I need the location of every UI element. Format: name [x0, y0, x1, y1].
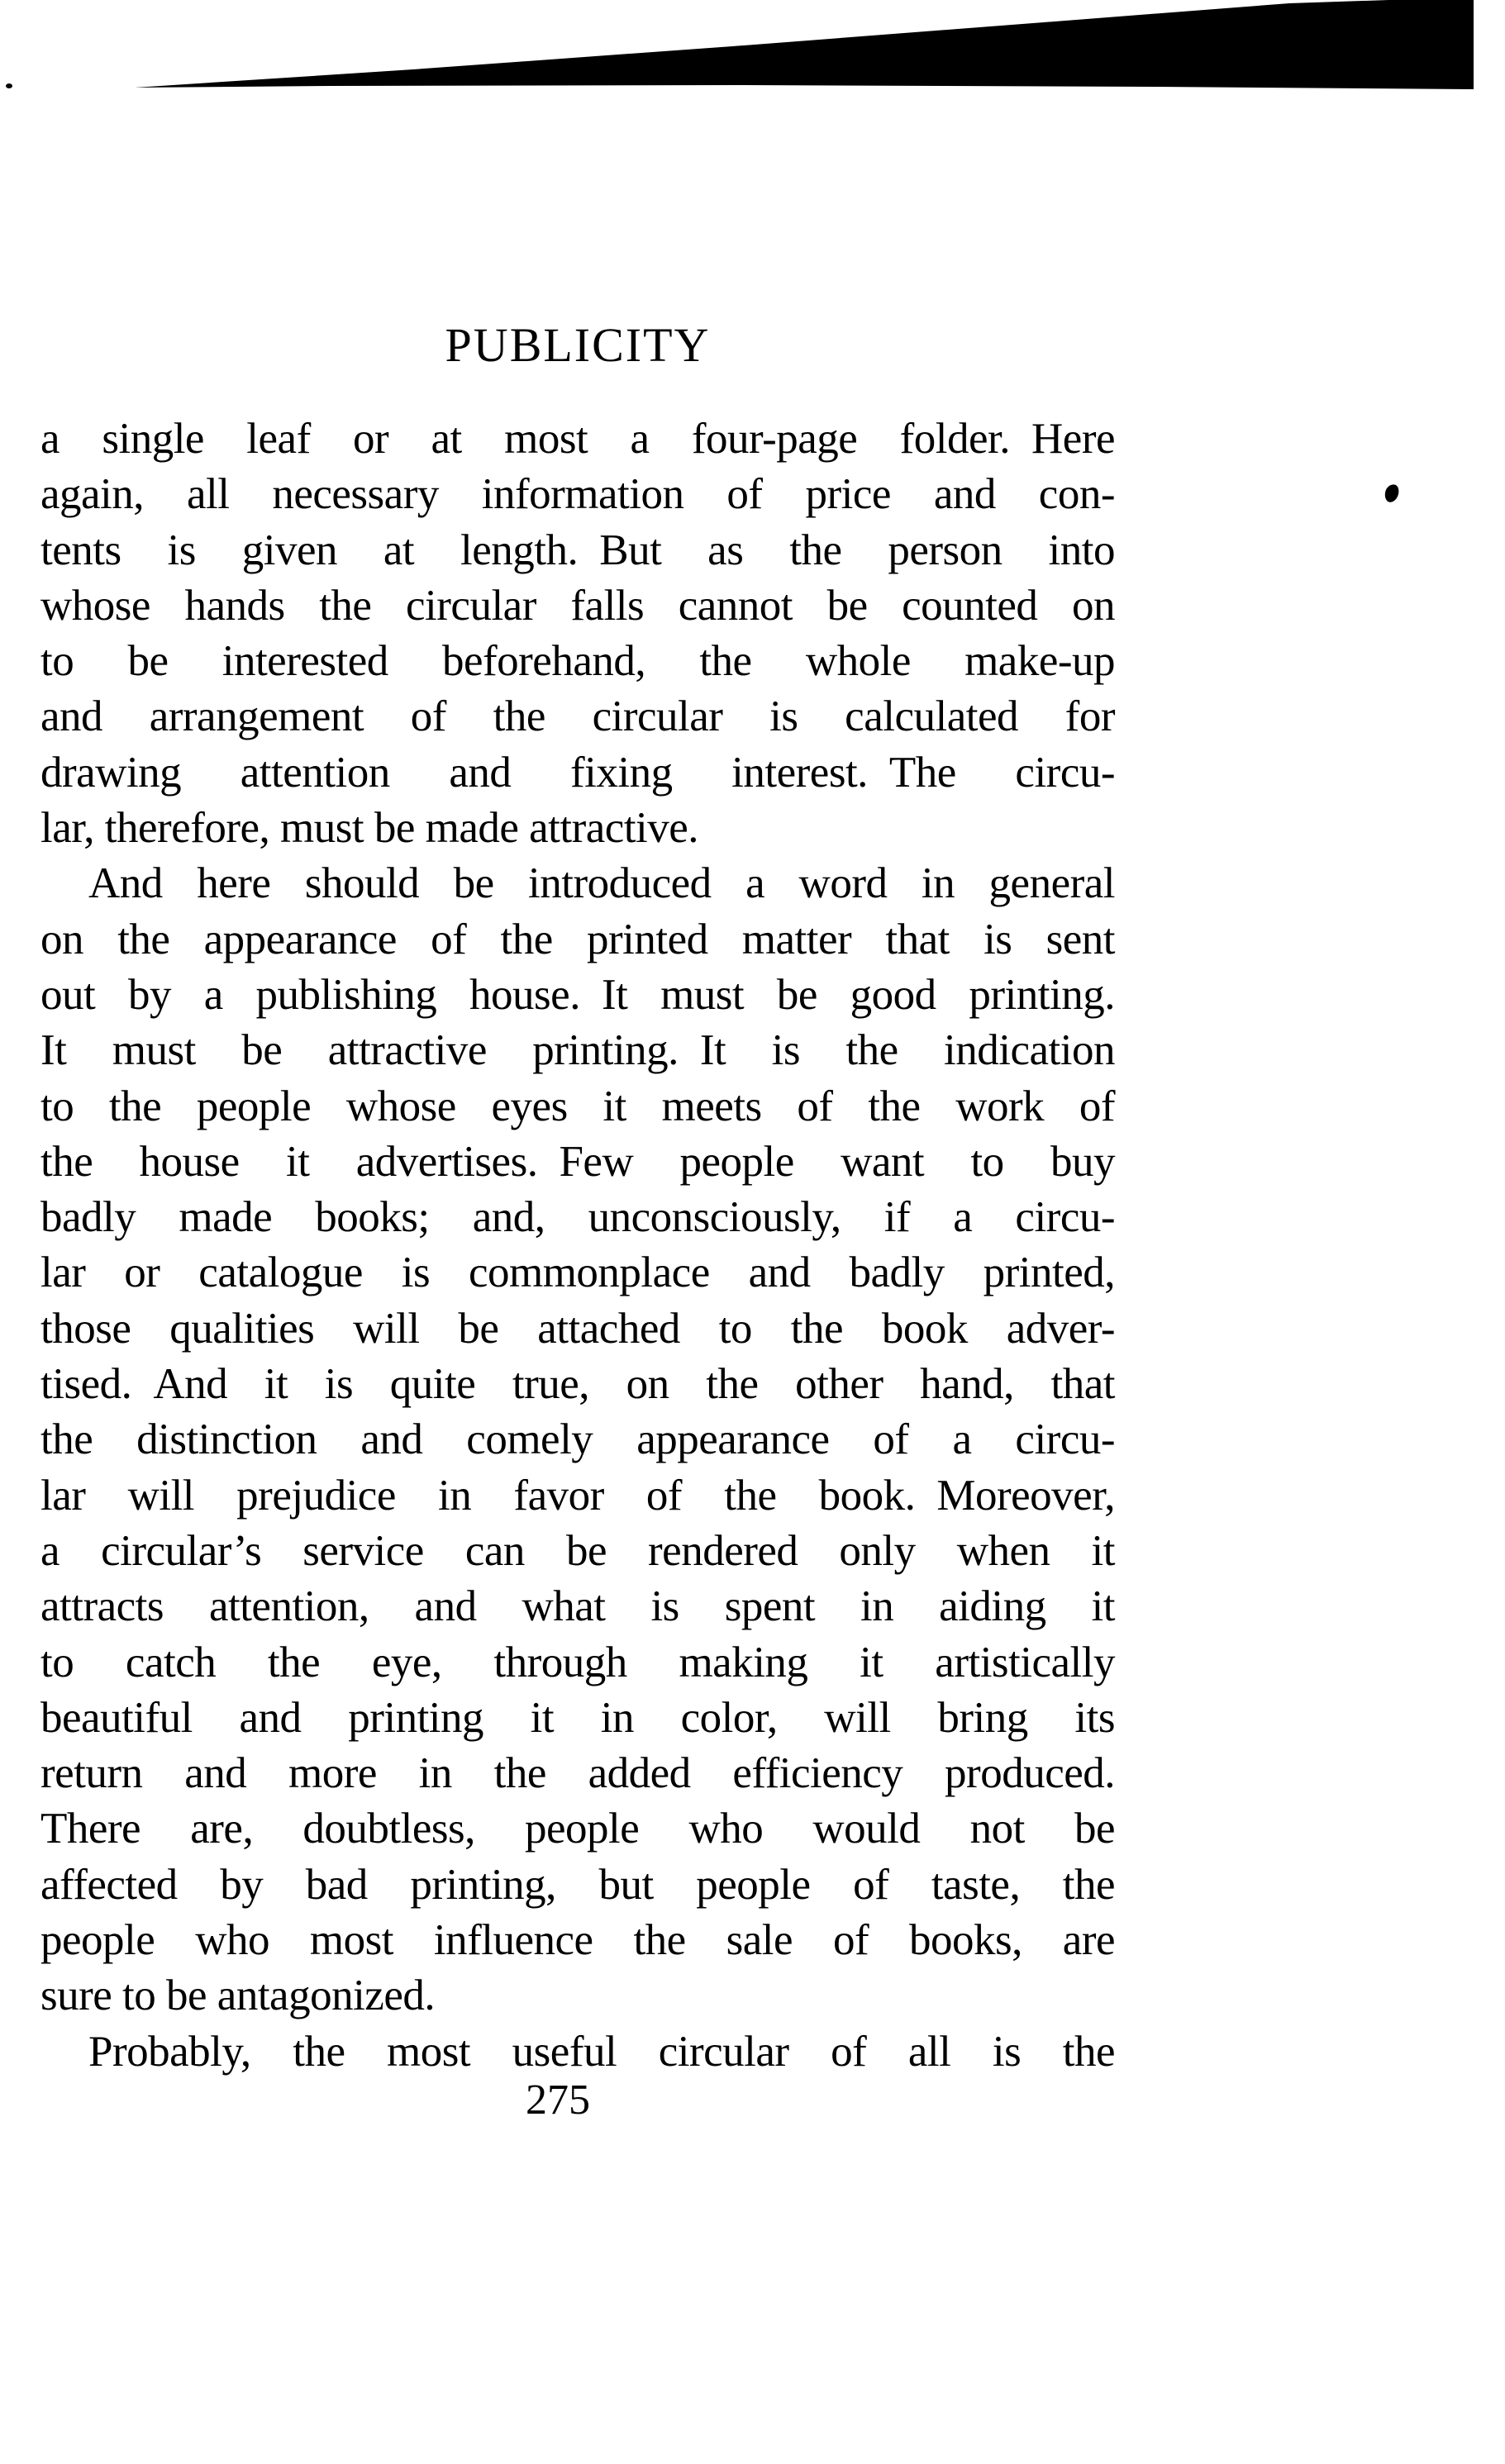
text-line: And here should be introduced a word in general: [88, 859, 1115, 908]
text-line: sure to be antagonized.: [40, 1972, 436, 2020]
text-line: attracts attention, and what is spent in aiding it: [40, 1582, 1115, 1631]
text-line: Probably, the most useful circular of all is the: [88, 2027, 1115, 2076]
text-line: lar or catalogue is commonplace and badly printed,: [40, 1249, 1115, 1297]
text-line: the distinction and comely appearance of a circu-: [40, 1415, 1115, 1464]
text-line: whose hands the circular falls cannot be counted on: [40, 581, 1115, 630]
text-line: badly made books; and, unconsciously, if a circu-: [40, 1193, 1115, 1242]
ink-blot: [1384, 483, 1400, 504]
text-line: those qualities will be attached to the book adver-: [40, 1304, 1115, 1353]
body-text: [40, 411, 1115, 2080]
text-line: affected by bad printing, but people of taste, the: [40, 1860, 1115, 1909]
page-number: 275: [526, 2076, 590, 2124]
text-line: to the people whose eyes it meets of the work of: [40, 1082, 1115, 1130]
text-line: the house it advertises. Few people want to buy: [40, 1137, 1115, 1186]
text-line: out by a publishing house. It must be good printing.: [40, 970, 1115, 1019]
text-line: return and more in the added efficiency produced.: [40, 1749, 1115, 1798]
text-line: on the appearance of the printed matter that is sent: [40, 915, 1115, 963]
text-line: beautiful and printing it in color, will bring its: [40, 1693, 1115, 1742]
text-line: It must be attractive printing. It is the indication: [40, 1026, 1115, 1075]
text-line: again, all necessary information of price and con-: [40, 470, 1115, 519]
text-line: tents is given at length. But as the person into: [40, 526, 1115, 574]
page-title: PUBLICITY: [445, 318, 711, 372]
text-line: to catch the eye, through making it artistically: [40, 1638, 1115, 1686]
text-line: and arrangement of the circular is calculated for: [40, 692, 1115, 741]
text-line: tised. And it is quite true, on the other hand, that: [40, 1360, 1115, 1409]
text-line: a single leaf or at most a four-page folder. Here: [40, 415, 1115, 463]
text-line: people who most influence the sale of books, are: [40, 1916, 1115, 1965]
text-line: to be interested beforehand, the whole make-up: [40, 637, 1115, 686]
text-line: a circular’s service can be rendered only when it: [40, 1526, 1115, 1575]
text-line: lar will prejudice in favor of the book. Moreover,: [40, 1471, 1115, 1520]
scan-edge-bar: [0, 0, 1505, 107]
text-line: drawing attention and fixing interest. The circu-: [40, 748, 1115, 797]
text-line: lar, therefore, must be made attractive.: [40, 804, 699, 853]
text-line: There are, doubtless, people who would not be: [40, 1805, 1115, 1853]
